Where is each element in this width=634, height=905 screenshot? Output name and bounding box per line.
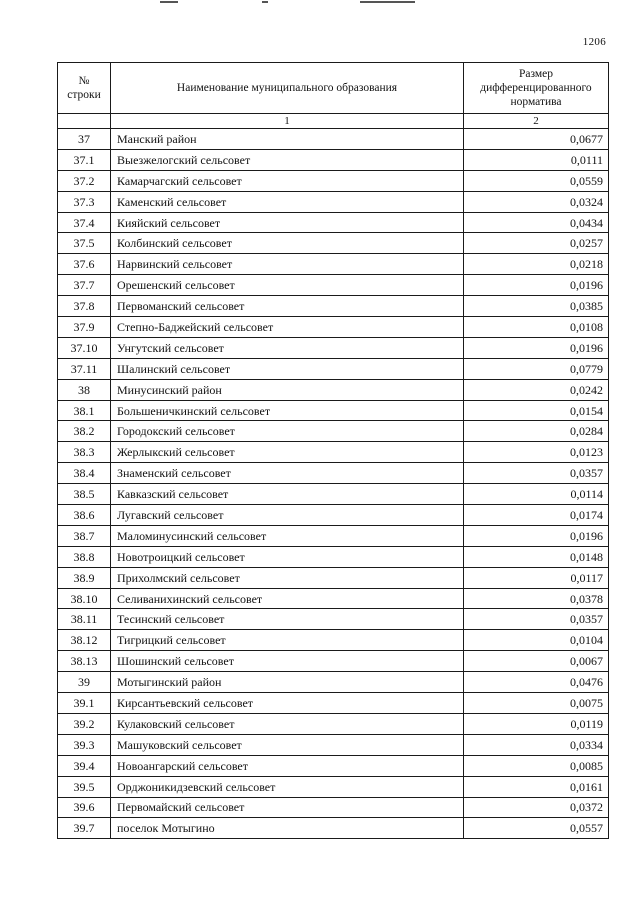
table-row (58, 818, 609, 839)
row-number: 39.3 (58, 734, 111, 755)
municipality-name: Каменский сельсовет (111, 191, 464, 212)
normative-value: 0,0334 (464, 734, 609, 755)
table-row (58, 358, 609, 379)
municipality-name: Унгутский сельсовет (111, 337, 464, 358)
municipality-name: Кияйский сельсовет (111, 212, 464, 233)
municipality-name: Лугавский сельсовет (111, 505, 464, 526)
table-row (58, 337, 609, 358)
normative-value: 0,0174 (464, 505, 609, 526)
table-row (58, 693, 609, 714)
municipality-name: Шошинский сельсовет (111, 651, 464, 672)
row-number: 39.6 (58, 797, 111, 818)
row-number: 38 (58, 379, 111, 400)
row-number: 37.2 (58, 170, 111, 191)
page-number: 1206 (582, 36, 606, 48)
top-scan-marks (0, 0, 634, 6)
row-number: 37.4 (58, 212, 111, 233)
normative-value: 0,0117 (464, 567, 609, 588)
column-number-empty (58, 114, 111, 129)
normative-value: 0,0242 (464, 379, 609, 400)
normative-value: 0,0196 (464, 337, 609, 358)
row-number: 39.2 (58, 713, 111, 734)
header-normative-size (464, 63, 609, 114)
normative-value: 0,0357 (464, 463, 609, 484)
header-municipality-name: Наименование муниципального образования (111, 63, 464, 114)
normative-value: 0,0677 (464, 129, 609, 150)
normative-table (57, 62, 609, 839)
header-row-number-line2: строки (67, 89, 101, 101)
table-row (58, 546, 609, 567)
normative-value: 0,0085 (464, 755, 609, 776)
row-number: 37.1 (58, 149, 111, 170)
normative-value: 0,0196 (464, 275, 609, 296)
municipality-name: Тигрицкий сельсовет (111, 630, 464, 651)
normative-value: 0,0154 (464, 400, 609, 421)
row-number: 37.3 (58, 191, 111, 212)
normative-value: 0,0148 (464, 546, 609, 567)
table-row (58, 442, 609, 463)
table-row (58, 630, 609, 651)
header-normative-line2: дифференцированного (480, 82, 592, 94)
normative-value: 0,0378 (464, 588, 609, 609)
row-number: 38.3 (58, 442, 111, 463)
normative-value: 0,0779 (464, 358, 609, 379)
header-row-number-line1: № (78, 75, 90, 87)
normative-value: 0,0075 (464, 693, 609, 714)
row-number: 38.11 (58, 609, 111, 630)
row-number: 38.8 (58, 546, 111, 567)
normative-value: 0,0196 (464, 525, 609, 546)
table-row (58, 129, 609, 150)
row-number: 39.7 (58, 818, 111, 839)
row-number: 38.13 (58, 651, 111, 672)
table-row (58, 776, 609, 797)
normative-value: 0,0123 (464, 442, 609, 463)
table-row (58, 463, 609, 484)
row-number: 38.1 (58, 400, 111, 421)
normative-value: 0,0434 (464, 212, 609, 233)
normative-value: 0,0119 (464, 713, 609, 734)
row-number: 39.1 (58, 693, 111, 714)
municipality-name: Новоангарский сельсовет (111, 755, 464, 776)
row-number: 38.10 (58, 588, 111, 609)
table-row (58, 505, 609, 526)
row-number: 39 (58, 672, 111, 693)
municipality-name: Прихолмский сельсовет (111, 567, 464, 588)
municipality-name: Кулаковский сельсовет (111, 713, 464, 734)
municipality-name: Орджоникидзевский сельсовет (111, 776, 464, 797)
municipality-name: Тесинский сельсовет (111, 609, 464, 630)
table-row (58, 734, 609, 755)
normative-value: 0,0108 (464, 317, 609, 338)
row-number: 38.2 (58, 421, 111, 442)
municipality-name: Мотыгинский район (111, 672, 464, 693)
normative-value: 0,0111 (464, 149, 609, 170)
municipality-name: Колбинский сельсовет (111, 233, 464, 254)
normative-value: 0,0257 (464, 233, 609, 254)
municipality-name: Знаменский сельсовет (111, 463, 464, 484)
municipality-name: Орешенский сельсовет (111, 275, 464, 296)
municipality-name: поселок Мотыгино (111, 818, 464, 839)
column-number-row (58, 114, 609, 129)
row-number: 37.9 (58, 317, 111, 338)
municipality-name: Первоманский сельсовет (111, 296, 464, 317)
table-row (58, 170, 609, 191)
municipality-name: Степно-Баджейский сельсовет (111, 317, 464, 338)
table-row (58, 296, 609, 317)
column-number-2: 2 (464, 114, 609, 129)
table-body (58, 129, 609, 839)
row-number: 37.11 (58, 358, 111, 379)
header-normative-line1: Размер (518, 68, 553, 80)
table-row (58, 713, 609, 734)
table-row (58, 379, 609, 400)
table-row (58, 525, 609, 546)
table-row (58, 212, 609, 233)
row-number: 38.6 (58, 505, 111, 526)
table-row (58, 755, 609, 776)
municipality-name: Шалинский сельсовет (111, 358, 464, 379)
normative-value: 0,0161 (464, 776, 609, 797)
municipality-name: Машуковский сельсовет (111, 734, 464, 755)
municipality-name: Манский район (111, 129, 464, 150)
normative-value: 0,0114 (464, 484, 609, 505)
table-row (58, 233, 609, 254)
row-number: 37.8 (58, 296, 111, 317)
normative-value: 0,0357 (464, 609, 609, 630)
municipality-name: Жерлыкский сельсовет (111, 442, 464, 463)
normative-value: 0,0284 (464, 421, 609, 442)
table-row (58, 191, 609, 212)
table-row (58, 400, 609, 421)
normative-value: 0,0385 (464, 296, 609, 317)
normative-value: 0,0218 (464, 254, 609, 275)
municipality-name: Первомайский сельсовет (111, 797, 464, 818)
table-row (58, 421, 609, 442)
table-header-row (58, 63, 609, 114)
municipality-name: Выезжелогский сельсовет (111, 149, 464, 170)
table-row (58, 672, 609, 693)
normative-value: 0,0559 (464, 170, 609, 191)
municipality-name: Городокский сельсовет (111, 421, 464, 442)
municipality-name: Нарвинский сельсовет (111, 254, 464, 275)
municipality-name: Кирсантьевский сельсовет (111, 693, 464, 714)
normative-value: 0,0557 (464, 818, 609, 839)
table-row (58, 567, 609, 588)
header-row-number (58, 63, 111, 114)
table-row (58, 484, 609, 505)
municipality-name: Селиванихинский сельсовет (111, 588, 464, 609)
row-number: 38.5 (58, 484, 111, 505)
table-row (58, 797, 609, 818)
normative-value: 0,0324 (464, 191, 609, 212)
row-number: 39.5 (58, 776, 111, 797)
municipality-name: Новотроицкий сельсовет (111, 546, 464, 567)
normative-value: 0,0067 (464, 651, 609, 672)
table-row (58, 588, 609, 609)
row-number: 38.4 (58, 463, 111, 484)
header-normative-line3: норматива (510, 96, 562, 108)
normative-value: 0,0104 (464, 630, 609, 651)
table-row (58, 317, 609, 338)
table-row (58, 651, 609, 672)
municipality-name: Минусинский район (111, 379, 464, 400)
municipality-name: Большеничкинский сельсовет (111, 400, 464, 421)
normative-value: 0,0476 (464, 672, 609, 693)
normative-value: 0,0372 (464, 797, 609, 818)
column-number-1: 1 (111, 114, 464, 129)
row-number: 38.7 (58, 525, 111, 546)
table-row (58, 149, 609, 170)
row-number: 37.7 (58, 275, 111, 296)
row-number: 38.9 (58, 567, 111, 588)
row-number: 38.12 (58, 630, 111, 651)
table-row (58, 254, 609, 275)
municipality-name: Кавказский сельсовет (111, 484, 464, 505)
row-number: 37.6 (58, 254, 111, 275)
table-row (58, 275, 609, 296)
row-number: 39.4 (58, 755, 111, 776)
municipality-name: Камарчагский сельсовет (111, 170, 464, 191)
row-number: 37 (58, 129, 111, 150)
municipality-name: Маломинусинский сельсовет (111, 525, 464, 546)
table-row (58, 609, 609, 630)
row-number: 37.5 (58, 233, 111, 254)
row-number: 37.10 (58, 337, 111, 358)
